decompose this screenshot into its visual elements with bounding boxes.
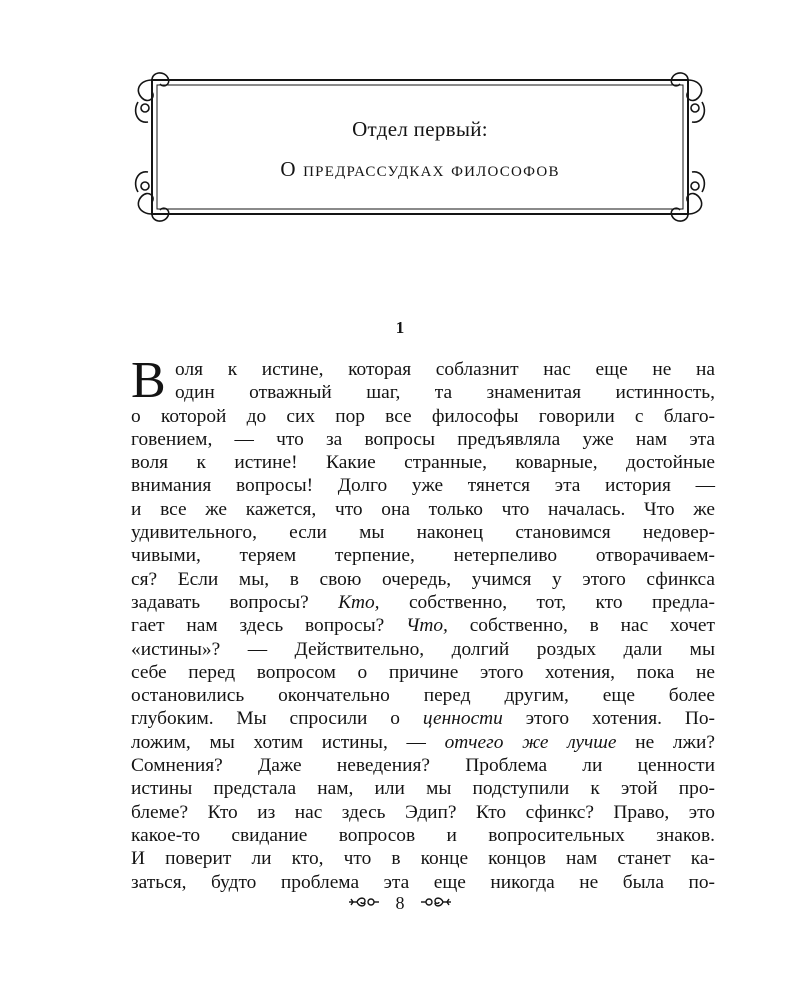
text-segment: гает нам здесь вопросы? <box>131 615 406 637</box>
text-segment: ложим, мы хотим истины, — <box>131 731 445 753</box>
text-line <box>131 847 715 870</box>
text-segment: один отважный шаг, та знаменитая истинность, <box>175 382 715 404</box>
section-number: 1 <box>395 318 405 337</box>
text-segment: говением, — что за вопросы предъявляла уже нам эта <box>131 428 715 450</box>
text-segment: какое-то свидание вопросов и вопросительных знаков. <box>131 824 715 846</box>
text-segment: задавать вопросы? <box>131 591 339 613</box>
text-line <box>131 707 715 730</box>
text-segment: истины предстала нам, или мы подступили к этой про- <box>131 778 715 800</box>
text-segment: чивыми, теряем терпение, нетерпеливо отворачиваем- <box>131 545 715 567</box>
text-segment: ся? Если мы, в свою очередь, учимся у этого сфинкса <box>131 568 715 590</box>
text-line <box>131 661 715 684</box>
text-segment: собственно, в нас хочет <box>447 615 715 637</box>
text-segment: внимания вопросы! Долго уже тянется эта история — <box>131 475 715 497</box>
text-line <box>131 451 715 474</box>
text-segment: Сомнения? Даже неведения? Проблема ли ценности <box>131 755 715 777</box>
text-line <box>131 381 715 404</box>
text-line <box>131 544 715 567</box>
text-segment: воля к истине! Какие странные, коварные, достойные <box>131 452 715 474</box>
text-segment: о которой до сих пор все философы говорили с благо- <box>131 405 715 427</box>
text-segment: этого хотения. По- <box>502 708 715 730</box>
text-segment: собственно, тот, кто предла- <box>379 591 715 613</box>
text-line <box>131 824 715 847</box>
text-segment: не лжи? <box>616 731 715 753</box>
text-segment: оля к истине, которая соблазнит нас еще не на <box>175 359 715 380</box>
text-line <box>131 614 715 637</box>
text-segment: И поверит ли кто, что в конце концов нам станет ка- <box>131 848 715 870</box>
emphasis-text: отчего же лучше <box>444 731 617 753</box>
part-title: Отдел первый: <box>352 117 488 141</box>
text-line <box>131 684 715 707</box>
text-line <box>131 405 715 428</box>
text-line <box>131 568 715 591</box>
text-line <box>131 521 715 544</box>
page-footer <box>0 892 800 914</box>
text-segment: глубоким. Мы спросили о <box>131 708 423 730</box>
drop-cap: В <box>131 352 166 409</box>
page-number: 8 <box>395 893 405 914</box>
text-line <box>131 638 715 661</box>
text-line <box>131 428 715 451</box>
emphasis-text: Что, <box>406 615 448 637</box>
text-segment: себе перед вопросом о причине этого хотения, пока не <box>131 661 715 683</box>
text-line <box>131 801 715 824</box>
text-line <box>131 731 715 754</box>
text-segment: удивительного, если мы наконец становимся недовер- <box>131 522 715 544</box>
text-line <box>131 777 715 800</box>
fleuron-left-icon <box>347 893 381 914</box>
text-line <box>131 498 715 521</box>
text-line <box>131 871 715 894</box>
text-segment: «истины»? — Действительно, долгий роздых дали мы <box>131 638 715 660</box>
fleuron-right-icon <box>419 893 453 914</box>
emphasis-text: Кто, <box>338 591 380 613</box>
body-paragraph <box>131 352 715 894</box>
text-line <box>131 591 715 614</box>
text-segment: остановились окончательно перед другим, еще более <box>131 685 715 707</box>
part-subtitle: О предрассудках философов <box>280 157 560 181</box>
text-segment: блеме? Кто из нас здесь Эдип? Кто сфинкс? Право, это <box>131 801 715 823</box>
text-line <box>131 474 715 497</box>
text-segment: и все же кажется, что она только что началась. Что же <box>131 498 715 520</box>
text-line <box>131 754 715 777</box>
text-segment: заться, будто проблема эта еще никогда не была по- <box>131 871 715 893</box>
chapter-heading <box>130 72 710 222</box>
emphasis-text: ценности <box>422 708 503 730</box>
